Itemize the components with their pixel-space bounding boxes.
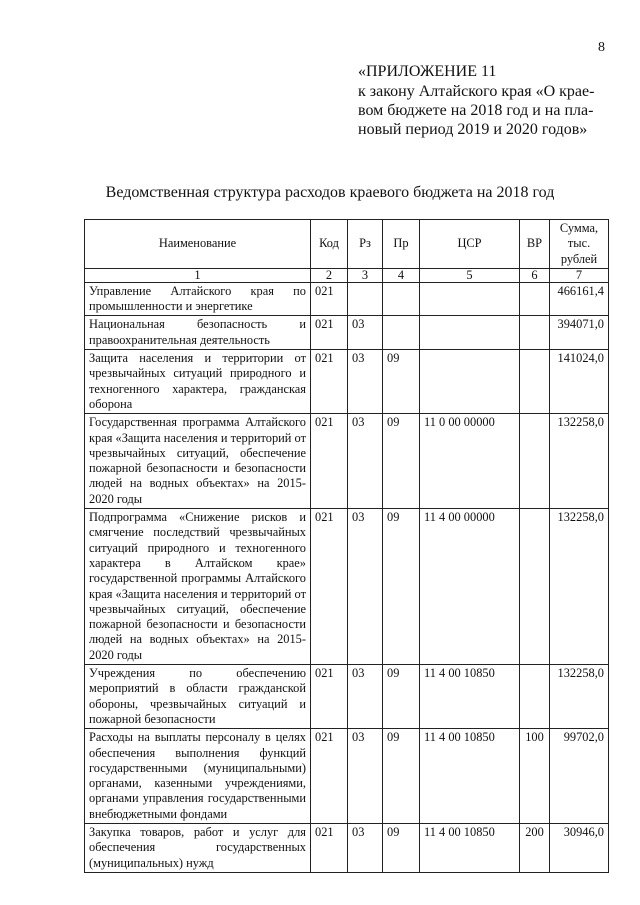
column-number: 1 (85, 268, 311, 282)
cell-vr: 200 (520, 823, 550, 872)
cell-pr (383, 316, 420, 350)
cell-vr (520, 350, 550, 414)
table-row (85, 350, 609, 414)
cell-rz: 03 (348, 729, 383, 824)
cell-code: 021 (311, 282, 348, 316)
cell-code: 021 (311, 823, 348, 872)
column-number: 2 (311, 268, 348, 282)
appendix-line: вом бюджете на 2018 год и на пла- (358, 102, 594, 119)
cell-sum: 30946,0 (550, 823, 609, 872)
cell-csr (420, 282, 520, 316)
appendix-header (358, 62, 594, 139)
cell-code: 021 (311, 414, 348, 509)
table-row (85, 316, 609, 350)
cell-vr (520, 282, 550, 316)
cell-pr: 09 (383, 665, 420, 729)
budget-table (84, 219, 609, 873)
table-row (85, 729, 609, 824)
table-title: Ведомственная структура расходов краевого бюджета на 2018 год (105, 184, 555, 201)
cell-vr: 100 (520, 729, 550, 824)
cell-pr: 09 (383, 509, 420, 665)
cell-code: 021 (311, 509, 348, 665)
table-row (85, 665, 609, 729)
cell-pr (383, 282, 420, 316)
cell-rz: 03 (348, 823, 383, 872)
cell-csr: 11 0 00 00000 (420, 414, 520, 509)
cell-pr: 09 (383, 823, 420, 872)
column-number: 6 (520, 268, 550, 282)
cell-csr: 11 4 00 10850 (420, 823, 520, 872)
cell-vr (520, 509, 550, 665)
header-pr: Пр (383, 220, 420, 269)
cell-sum: 132258,0 (550, 665, 609, 729)
table-row (85, 282, 609, 316)
cell-sum: 394071,0 (550, 316, 609, 350)
cell-rz: 03 (348, 665, 383, 729)
cell-name: Закупка товаров, работ и услуг для обеспечения государственных (муниципальных) нужд (85, 823, 311, 872)
cell-csr (420, 350, 520, 414)
cell-pr: 09 (383, 729, 420, 824)
table-row (85, 509, 609, 665)
column-number: 3 (348, 268, 383, 282)
column-numbers-row (85, 268, 609, 282)
header-vr: ВР (520, 220, 550, 269)
cell-csr (420, 316, 520, 350)
cell-csr: 11 4 00 10850 (420, 665, 520, 729)
column-number: 5 (420, 268, 520, 282)
table-row (85, 414, 609, 509)
table-body (85, 268, 609, 872)
cell-vr (520, 316, 550, 350)
header-rz: Рз (348, 220, 383, 269)
header-csr: ЦСР (420, 220, 520, 269)
cell-vr (520, 665, 550, 729)
cell-code: 021 (311, 350, 348, 414)
cell-name: Государственная программа Алтайского края «Защита населения и территорий от чрезвычайных ситуаций, обеспечение пожарной безопасности и безопасности людей на водных объектах» на 2015-2020 годы (85, 414, 311, 509)
cell-rz: 03 (348, 316, 383, 350)
cell-rz: 03 (348, 350, 383, 414)
cell-code: 021 (311, 729, 348, 824)
cell-sum: 132258,0 (550, 414, 609, 509)
cell-code: 021 (311, 665, 348, 729)
cell-name: Подпрограмма «Снижение рисков и смягчение последствий чрезвычайных ситуаций природного и техногенного характера в Алтайском крае» государственной программы Алтайского края «Защита населения и территорий от чрезвычайных ситуаций, обеспечение пожарной безопасности и безопасности людей на водных объектах» на 2015-2020 годы (85, 509, 311, 665)
page-number: 8 (598, 40, 605, 55)
column-number: 4 (383, 268, 420, 282)
cell-sum: 141024,0 (550, 350, 609, 414)
cell-code: 021 (311, 316, 348, 350)
appendix-title: «ПРИЛОЖЕНИЕ 11 (358, 63, 497, 80)
cell-rz: 03 (348, 509, 383, 665)
cell-csr: 11 4 00 10850 (420, 729, 520, 824)
cell-name: Учреждения по обеспечению мероприятий в области гражданской обороны, чрезвычайных ситуаций и пожарной безопасности (85, 665, 311, 729)
cell-sum: 132258,0 (550, 509, 609, 665)
cell-name: Расходы на выплаты персоналу в целях обеспечения выполнения функций государственными (муниципальными) органами, казенными учреждениями, органами управления государственными внебюджетными фондами (85, 729, 311, 824)
column-number: 7 (550, 268, 609, 282)
cell-pr: 09 (383, 414, 420, 509)
cell-vr (520, 414, 550, 509)
cell-name: Защита населения и территории от чрезвычайных ситуаций природного и техногенного характера, гражданская оборона (85, 350, 311, 414)
cell-rz: 03 (348, 414, 383, 509)
header-name: Наименование (85, 220, 311, 269)
header-code: Код (311, 220, 348, 269)
cell-rz (348, 282, 383, 316)
appendix-line: новый период 2019 и 2020 годов» (358, 121, 588, 138)
cell-csr: 11 4 00 00000 (420, 509, 520, 665)
cell-pr: 09 (383, 350, 420, 414)
cell-name: Национальная безопасность и правоохранительная деятельность (85, 316, 311, 350)
cell-name: Управление Алтайского края по промышленности и энергетике (85, 282, 311, 316)
appendix-line: к закону Алтайского края «О крае- (358, 83, 595, 100)
table-row (85, 823, 609, 872)
cell-sum: 99702,0 (550, 729, 609, 824)
cell-sum: 466161,4 (550, 282, 609, 316)
header-sum: Сумма, тыс. рублей (550, 220, 609, 269)
header-row (85, 220, 609, 269)
